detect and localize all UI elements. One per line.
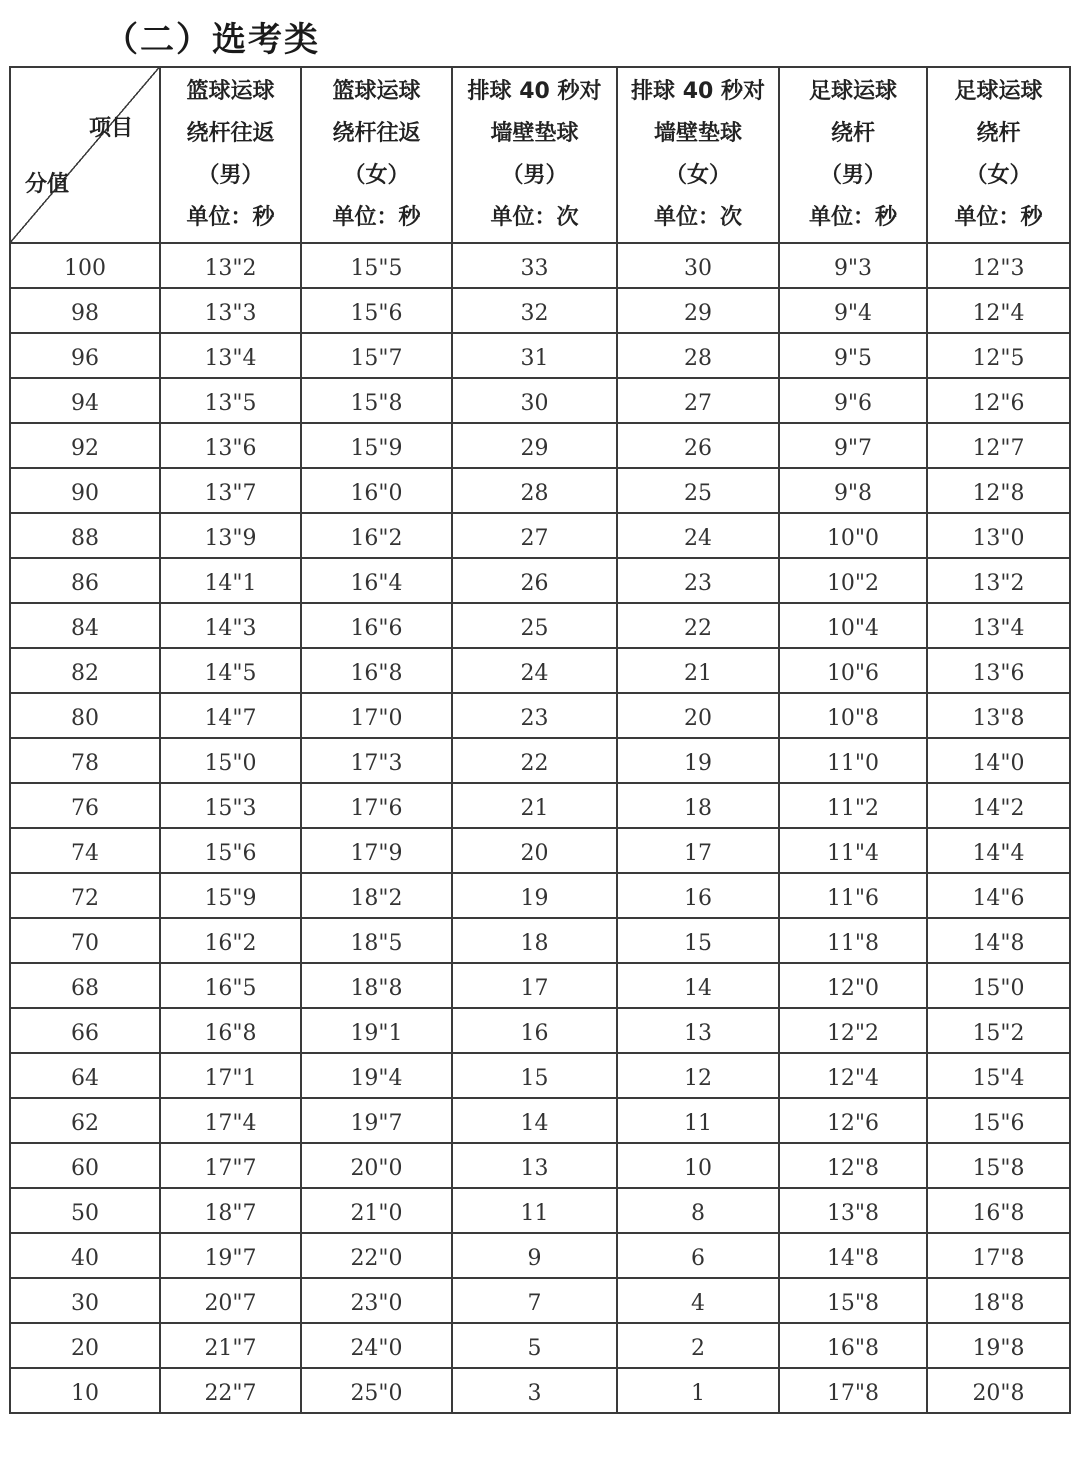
value-cell: 15 xyxy=(452,1053,617,1098)
table-row xyxy=(10,1143,1070,1188)
header-unit: 单位：秒 xyxy=(186,205,275,230)
header-unit: 单位：秒 xyxy=(808,205,897,230)
value-cell: 10"4 xyxy=(779,603,927,648)
value-cell: 1 xyxy=(617,1368,779,1413)
score-cell: 98 xyxy=(10,288,160,333)
value-cell: 18 xyxy=(452,918,617,963)
value-cell: 16"8 xyxy=(779,1323,927,1368)
value-cell: 18"5 xyxy=(301,918,452,963)
value-cell: 11"2 xyxy=(779,783,927,828)
table-row xyxy=(10,873,1070,918)
value-cell: 12"6 xyxy=(927,378,1070,423)
value-cell: 17"1 xyxy=(160,1053,301,1098)
header-line: 墙壁垫球 xyxy=(490,121,579,146)
value-cell: 16"4 xyxy=(301,558,452,603)
table-row xyxy=(10,333,1070,378)
value-cell: 12"0 xyxy=(779,963,927,1008)
score-cell: 86 xyxy=(10,558,160,603)
score-cell: 84 xyxy=(10,603,160,648)
value-cell: 22"7 xyxy=(160,1368,301,1413)
table-row xyxy=(10,468,1070,513)
header-line: 绕杆往返 xyxy=(186,121,275,146)
value-cell: 18"7 xyxy=(160,1188,301,1233)
value-cell: 2 xyxy=(617,1323,779,1368)
value-cell: 20"0 xyxy=(301,1143,452,1188)
value-cell: 4 xyxy=(617,1278,779,1323)
value-cell: 16 xyxy=(452,1008,617,1053)
value-cell: 15"8 xyxy=(927,1143,1070,1188)
value-cell: 19"7 xyxy=(160,1233,301,1278)
score-cell: 92 xyxy=(10,423,160,468)
value-cell: 18"8 xyxy=(927,1278,1070,1323)
value-cell: 13"2 xyxy=(160,243,301,288)
value-cell: 22 xyxy=(617,603,779,648)
score-cell: 74 xyxy=(10,828,160,873)
table-row xyxy=(10,603,1070,648)
header-line: （男） xyxy=(819,163,886,188)
value-cell: 21 xyxy=(617,648,779,693)
value-cell: 12"6 xyxy=(779,1098,927,1143)
value-cell: 13"8 xyxy=(927,693,1070,738)
value-cell: 14 xyxy=(617,963,779,1008)
value-cell: 16"0 xyxy=(301,468,452,513)
score-cell: 62 xyxy=(10,1098,160,1143)
score-cell: 40 xyxy=(10,1233,160,1278)
value-cell: 15"2 xyxy=(927,1008,1070,1053)
value-cell: 10"2 xyxy=(779,558,927,603)
table-row xyxy=(10,828,1070,873)
value-cell: 10 xyxy=(617,1143,779,1188)
value-cell: 31 xyxy=(452,333,617,378)
score-cell: 60 xyxy=(10,1143,160,1188)
value-cell: 26 xyxy=(617,423,779,468)
score-cell: 76 xyxy=(10,783,160,828)
value-cell: 13"9 xyxy=(160,513,301,558)
value-cell: 14"5 xyxy=(160,648,301,693)
value-cell: 13"5 xyxy=(160,378,301,423)
section-title: （二）选考类 xyxy=(104,20,320,60)
value-cell: 20"7 xyxy=(160,1278,301,1323)
value-cell: 18 xyxy=(617,783,779,828)
value-cell: 17 xyxy=(452,963,617,1008)
value-cell: 15"9 xyxy=(160,873,301,918)
corner-item-label: 项目 xyxy=(88,116,133,141)
table-row xyxy=(10,783,1070,828)
value-cell: 22"0 xyxy=(301,1233,452,1278)
value-cell: 18"8 xyxy=(301,963,452,1008)
value-cell: 9"4 xyxy=(779,288,927,333)
header-line: 足球运球 xyxy=(954,79,1043,104)
score-cell: 10 xyxy=(10,1368,160,1413)
value-cell: 13"6 xyxy=(927,648,1070,693)
value-cell: 12"7 xyxy=(927,423,1070,468)
value-cell: 17"8 xyxy=(779,1368,927,1413)
table-row xyxy=(10,1323,1070,1368)
score-table-body xyxy=(10,243,1070,1413)
table-row xyxy=(10,243,1070,288)
header-line: 绕杆往返 xyxy=(332,121,421,146)
value-cell: 33 xyxy=(452,243,617,288)
value-cell: 21"0 xyxy=(301,1188,452,1233)
value-cell: 14"7 xyxy=(160,693,301,738)
value-cell: 17"7 xyxy=(160,1143,301,1188)
value-cell: 10"0 xyxy=(779,513,927,558)
value-cell: 29 xyxy=(617,288,779,333)
value-cell: 15"6 xyxy=(160,828,301,873)
header-line: （女） xyxy=(965,163,1032,188)
value-cell: 12"4 xyxy=(779,1053,927,1098)
value-cell: 11"4 xyxy=(779,828,927,873)
table-row xyxy=(10,378,1070,423)
table-row xyxy=(10,1188,1070,1233)
value-cell: 11 xyxy=(617,1098,779,1143)
value-cell: 23"0 xyxy=(301,1278,452,1323)
value-cell: 13"6 xyxy=(160,423,301,468)
value-cell: 17"0 xyxy=(301,693,452,738)
value-cell: 19"7 xyxy=(301,1098,452,1143)
header-line: 篮球运球 xyxy=(332,79,421,104)
value-cell: 15"7 xyxy=(301,333,452,378)
table-row xyxy=(10,738,1070,783)
value-cell: 18"2 xyxy=(301,873,452,918)
table-row xyxy=(10,1368,1070,1413)
table-row xyxy=(10,1053,1070,1098)
value-cell: 23 xyxy=(452,693,617,738)
value-cell: 13"2 xyxy=(927,558,1070,603)
score-table xyxy=(9,66,1071,1414)
value-cell: 15"0 xyxy=(160,738,301,783)
value-cell: 9"3 xyxy=(779,243,927,288)
value-cell: 7 xyxy=(452,1278,617,1323)
value-cell: 9"7 xyxy=(779,423,927,468)
value-cell: 9 xyxy=(452,1233,617,1278)
value-cell: 30 xyxy=(617,243,779,288)
column-header xyxy=(452,67,617,243)
value-cell: 19 xyxy=(617,738,779,783)
corner-score-label: 分值 xyxy=(25,172,70,197)
header-unit: 单位：秒 xyxy=(332,205,421,230)
value-cell: 25"0 xyxy=(301,1368,452,1413)
score-cell: 80 xyxy=(10,693,160,738)
value-cell: 16"5 xyxy=(160,963,301,1008)
value-cell: 27 xyxy=(452,513,617,558)
table-row xyxy=(10,918,1070,963)
value-cell: 15"8 xyxy=(301,378,452,423)
value-cell: 11 xyxy=(452,1188,617,1233)
value-cell: 20"8 xyxy=(927,1368,1070,1413)
value-cell: 9"5 xyxy=(779,333,927,378)
score-cell: 82 xyxy=(10,648,160,693)
value-cell: 14"3 xyxy=(160,603,301,648)
value-cell: 10"8 xyxy=(779,693,927,738)
value-cell: 22 xyxy=(452,738,617,783)
header-unit: 单位：秒 xyxy=(954,205,1043,230)
value-cell: 5 xyxy=(452,1323,617,1368)
table-row xyxy=(10,513,1070,558)
table-row xyxy=(10,423,1070,468)
value-cell: 30 xyxy=(452,378,617,423)
value-cell: 15"5 xyxy=(301,243,452,288)
value-cell: 12 xyxy=(617,1053,779,1098)
value-cell: 14"0 xyxy=(927,738,1070,783)
value-cell: 14 xyxy=(452,1098,617,1143)
header-line: 墙壁垫球 xyxy=(653,121,742,146)
value-cell: 15"3 xyxy=(160,783,301,828)
value-cell: 19"4 xyxy=(301,1053,452,1098)
value-cell: 15"9 xyxy=(301,423,452,468)
value-cell: 13 xyxy=(617,1008,779,1053)
header-line: 排球 40 秒对 xyxy=(467,79,602,104)
value-cell: 28 xyxy=(452,468,617,513)
score-cell: 88 xyxy=(10,513,160,558)
score-cell: 100 xyxy=(10,243,160,288)
value-cell: 25 xyxy=(617,468,779,513)
header-line: 足球运球 xyxy=(808,79,897,104)
column-header xyxy=(779,67,927,243)
score-cell: 90 xyxy=(10,468,160,513)
header-line: （男） xyxy=(197,163,264,188)
value-cell: 17"4 xyxy=(160,1098,301,1143)
score-cell: 20 xyxy=(10,1323,160,1368)
table-row xyxy=(10,1008,1070,1053)
value-cell: 16"8 xyxy=(301,648,452,693)
value-cell: 16"8 xyxy=(160,1008,301,1053)
value-cell: 32 xyxy=(452,288,617,333)
value-cell: 14"1 xyxy=(160,558,301,603)
score-cell: 66 xyxy=(10,1008,160,1053)
header-line: 排球 40 秒对 xyxy=(631,79,765,104)
score-cell: 78 xyxy=(10,738,160,783)
value-cell: 13"4 xyxy=(160,333,301,378)
value-cell: 23 xyxy=(617,558,779,603)
value-cell: 19 xyxy=(452,873,617,918)
value-cell: 12"8 xyxy=(779,1143,927,1188)
column-header xyxy=(160,67,301,243)
score-cell: 96 xyxy=(10,333,160,378)
table-row xyxy=(10,1278,1070,1323)
column-header xyxy=(617,67,779,243)
header-unit: 单位：次 xyxy=(490,205,579,230)
header-line: 绕杆 xyxy=(976,121,1021,146)
value-cell: 21"7 xyxy=(160,1323,301,1368)
value-cell: 17"9 xyxy=(301,828,452,873)
value-cell: 17"3 xyxy=(301,738,452,783)
table-row xyxy=(10,558,1070,603)
table-row xyxy=(10,648,1070,693)
value-cell: 16"2 xyxy=(301,513,452,558)
header-line: 绕杆 xyxy=(830,121,875,146)
value-cell: 11"6 xyxy=(779,873,927,918)
value-cell: 12"8 xyxy=(927,468,1070,513)
header-line: （男） xyxy=(501,163,568,188)
score-cell: 30 xyxy=(10,1278,160,1323)
value-cell: 12"5 xyxy=(927,333,1070,378)
column-header xyxy=(301,67,452,243)
value-cell: 15"8 xyxy=(779,1278,927,1323)
value-cell: 3 xyxy=(452,1368,617,1413)
value-cell: 15 xyxy=(617,918,779,963)
header-unit: 单位：次 xyxy=(653,205,742,230)
value-cell: 26 xyxy=(452,558,617,603)
value-cell: 6 xyxy=(617,1233,779,1278)
score-cell: 50 xyxy=(10,1188,160,1233)
value-cell: 14"2 xyxy=(927,783,1070,828)
table-row xyxy=(10,1233,1070,1278)
value-cell: 19"8 xyxy=(927,1323,1070,1368)
value-cell: 14"6 xyxy=(927,873,1070,918)
value-cell: 14"8 xyxy=(927,918,1070,963)
value-cell: 17"6 xyxy=(301,783,452,828)
value-cell: 9"6 xyxy=(779,378,927,423)
score-cell: 72 xyxy=(10,873,160,918)
value-cell: 13 xyxy=(452,1143,617,1188)
value-cell: 13"8 xyxy=(779,1188,927,1233)
header-line: （女） xyxy=(664,163,731,188)
value-cell: 24"0 xyxy=(301,1323,452,1368)
value-cell: 9"8 xyxy=(779,468,927,513)
value-cell: 16"8 xyxy=(927,1188,1070,1233)
value-cell: 15"6 xyxy=(301,288,452,333)
value-cell: 17"8 xyxy=(927,1233,1070,1278)
header-line: （女） xyxy=(343,163,410,188)
value-cell: 11"8 xyxy=(779,918,927,963)
value-cell: 14"8 xyxy=(779,1233,927,1278)
value-cell: 13"3 xyxy=(160,288,301,333)
value-cell: 16"2 xyxy=(160,918,301,963)
value-cell: 12"2 xyxy=(779,1008,927,1053)
value-cell: 21 xyxy=(452,783,617,828)
value-cell: 28 xyxy=(617,333,779,378)
score-cell: 94 xyxy=(10,378,160,423)
corner-header xyxy=(10,67,160,243)
value-cell: 15"0 xyxy=(927,963,1070,1008)
value-cell: 25 xyxy=(452,603,617,648)
table-row xyxy=(10,693,1070,738)
score-cell: 68 xyxy=(10,963,160,1008)
value-cell: 20 xyxy=(452,828,617,873)
value-cell: 12"3 xyxy=(927,243,1070,288)
value-cell: 11"0 xyxy=(779,738,927,783)
header-line: 篮球运球 xyxy=(186,79,275,104)
table-row xyxy=(10,963,1070,1008)
value-cell: 8 xyxy=(617,1188,779,1233)
value-cell: 17 xyxy=(617,828,779,873)
score-cell: 64 xyxy=(10,1053,160,1098)
value-cell: 13"4 xyxy=(927,603,1070,648)
value-cell: 24 xyxy=(617,513,779,558)
value-cell: 16 xyxy=(617,873,779,918)
value-cell: 15"4 xyxy=(927,1053,1070,1098)
table-row xyxy=(10,288,1070,333)
header-row xyxy=(10,67,1070,243)
value-cell: 16"6 xyxy=(301,603,452,648)
score-cell: 70 xyxy=(10,918,160,963)
value-cell: 15"6 xyxy=(927,1098,1070,1143)
column-header xyxy=(927,67,1070,243)
value-cell: 10"6 xyxy=(779,648,927,693)
value-cell: 13"7 xyxy=(160,468,301,513)
value-cell: 13"0 xyxy=(927,513,1070,558)
value-cell: 24 xyxy=(452,648,617,693)
value-cell: 27 xyxy=(617,378,779,423)
table-row xyxy=(10,1098,1070,1143)
value-cell: 19"1 xyxy=(301,1008,452,1053)
value-cell: 12"4 xyxy=(927,288,1070,333)
value-cell: 29 xyxy=(452,423,617,468)
value-cell: 14"4 xyxy=(927,828,1070,873)
value-cell: 20 xyxy=(617,693,779,738)
